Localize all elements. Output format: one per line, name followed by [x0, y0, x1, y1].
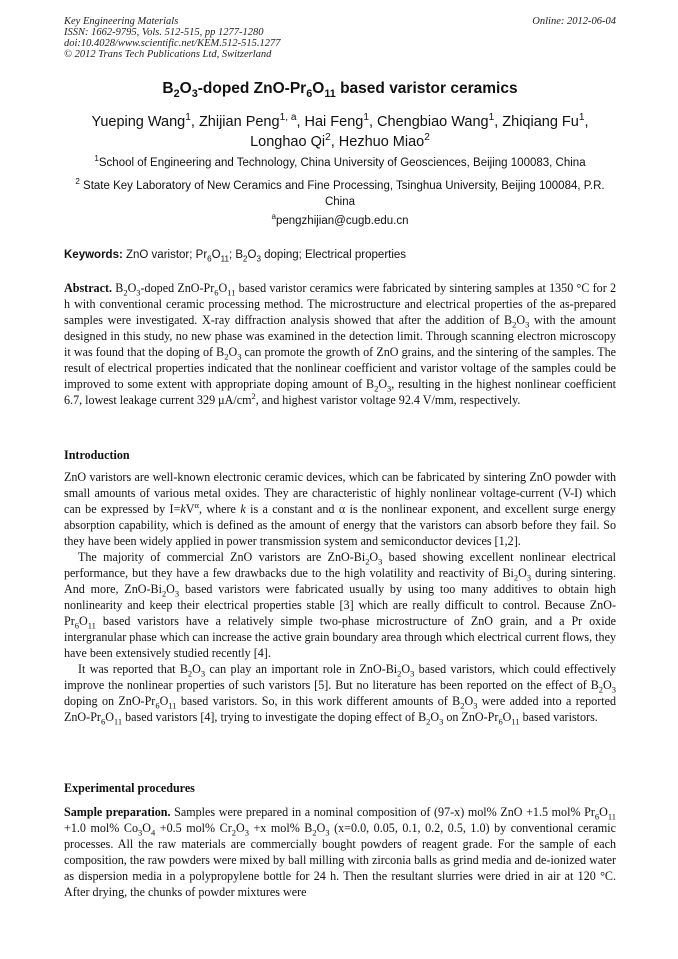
journal-copyright: © 2012 Trans Tech Publications Ltd, Switzerland — [64, 49, 272, 60]
paper-title: $B_2O_3$-doped ZnO-$Pr_6O_{11}$ based varistor ceramics — [162, 80, 518, 101]
journal-header — [64, 16, 616, 60]
affiliation-1: $^1$School of Engineering and Technology, China University of Geosciences, Beijing 100083, China — [94, 154, 586, 169]
intro-paragraph-1: ZnO varistors are well-known electronic ceramic devices, which can be fabricated by sintering ZnO powder with small amounts of various metal oxides. They are characteristic of highly nonlinear voltage-current (V-I) which can be expressed by $I=kV^\alpha$, where k is a constant and α is the nonlinear exponent, and excellent surge energy absorption capability, which is defined as the amount of energy that the varistors can absorb before they fail. So they have been widely applied in power transmission system and semiconductor devices [1,2]. — [64, 470, 616, 548]
keywords: Keywords: ZnO varistor; $Pr_6O_{11}$; $B_2O_3$ doping; Electrical properties — [64, 249, 407, 264]
introduction-body — [64, 469, 616, 725]
journal-doi: doi:10.4028/www.scientific.net/KEM.512-515.1277 — [64, 38, 281, 49]
intro-paragraph-3: It was reported that $B_2O_3$ can play an important role in ZnO-$Bi_2O_3$ based varistors, which could effectively improve the nonlinear properties of such varistors [5]. But no literature has been reported on the effect of $B_2O_3$ doping on ZnO-$Pr_6O_{11}$ based varistors. So, in this work different amounts of $B_2O_3$ were added into a reported ZnO-$Pr_6O_{11}$ based varistors [4], trying to investigate the doping effect of $B_2O_3$ on ZnO-$Pr_6O_{11}$ based varistors. — [64, 662, 617, 727]
experimental-body: Sample preparation. Samples were prepared in a nominal composition of (97-x) mol% ZnO +1.5 mol% $Pr_6O_{11} +1.0$ mol% $Co_3O_4 +0.5$ mol% $Cr_2O_3 +x$ mol% $B_2O_3$ (x=0.0, 0.05, 0.1, 0.2, 0.5, 1.0) by conventional ceramic processes. All the raw materials are commercially bought powders of reagent grade. For the sample of each composition, the raw powders were mixed by ball milling with zirconia balls as grind media and de-ionized water as dispersion media in a polypropylene bottle for 24 h. Then the resultant slurries were dried in air at 120 °C. After drying, the chunks of powder mixtures were — [64, 805, 616, 899]
abstract: Abstract. $B_2O_3$-doped ZnO-$Pr_6O_{11}$ based varistor ceramics were fabricated by sintering samples at 1350 °C for 2 h with conventional ceramic processing method. The microstructure and electrical properties of the as-prepared samples were investigated. X-ray diffraction analysis showed that after the addition of $B_2O_3$ with the amount designed in this study, no new phase was examined in the detection limit. Through scanning electron microscopy it was found that the doping of $B_2O_3$ can promote the growth of ZnO grains, and the sintering of the samples. The result of electrical properties indicated that the nonlinear coefficient and varistor voltage of the samples could be improved to some extent with appropriate doping amount of $B_2O_3$, resulting in the highest nonlinear coefficient 6.7, lowest leakage current 329 $\mu A/cm^2$, and highest varistor voltage 92.4 V/mm, respectively. — [64, 281, 616, 407]
intro-paragraph-2: The majority of commercial ZnO varistors are ZnO-$Bi_2O_3$ based showing excellent nonlinear electrical performance, but they have a few drawbacks due to the high volatility and reactivity of $Bi_2O_3$ during sintering. And more, ZnO-$Bi_2O_3$ based varistors were fabricated usually by using too many additives to obtain high nonlinearity and keep their electrical properties stable [3] which are really difficult to control. Because ZnO-$Pr_6O_{11}$ based varistors have a relatively simple two-phase microstructure of ZnO grain, and a Pr oxide intergranular phase which can increase the active grain boundary area through which electrical current flows, they have been extensively studied recently [4]. — [64, 550, 617, 660]
section-heading-introduction: Introduction — [64, 448, 130, 462]
online-date: Online: 2012-06-04 — [532, 16, 616, 27]
section-heading-experimental: Experimental procedures — [64, 781, 195, 795]
journal-name: Key Engineering Materials — [64, 16, 179, 27]
author-list: Yueping Wang$^1$, Zhijian Peng$^{1, a}$, Hai Feng$^1$, Chengbiao Wang$^1$, Zhiqiang Fu$^1$, Longhao Qi$^2$, Hezhuo Miao$^2$ — [91, 112, 589, 150]
author-email: $^a$pengzhijian@cugb.edu.cn — [271, 212, 409, 227]
affiliation-2: $^2$ State Key Laboratory of New Ceramics and Fine Processing, Tsinghua University, Beijing 100084, P.R. China — [75, 177, 605, 208]
journal-issn: ISSN: 1662-9795, Vols. 512-515, pp 1277-1280 — [64, 27, 264, 38]
